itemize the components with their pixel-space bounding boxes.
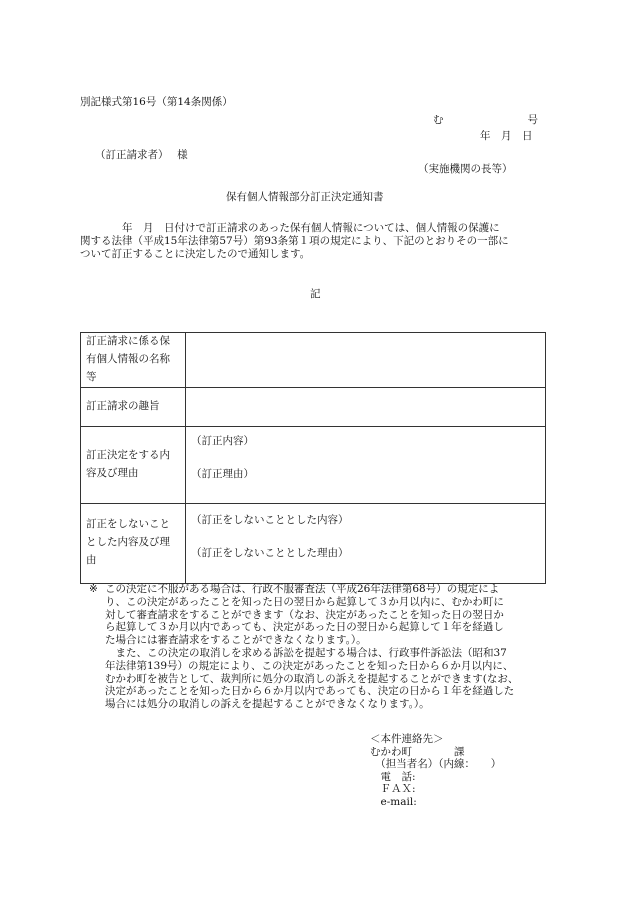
note-mark: ※ [89,583,98,595]
body-line: 年 月 日付けで訂正請求のあった保有個人情報については、個人情報の保護に [80,222,500,234]
row-label [81,426,186,503]
row-label-text: 訂正請求に係る保有個人情報の名称等 [86,335,170,383]
note-line: 年法律第139号）の規定により、この決定があったことを知った日から６か月以内に、 [105,659,514,672]
appeal-note [85,583,555,647]
note-line: ら起算して３か月以内であっても、決定があった日の翌日から起算して１年を経過し [105,621,504,634]
decision-table [80,332,546,584]
note-line: た場合には審査請求をすることができなくなります。）。 [105,634,367,647]
contact-department: むかわ町 課 [370,745,465,758]
lawsuit-note [85,647,555,711]
row-label [81,333,186,388]
note-line: この決定に不服がある場合は、行政不服審査法（平成26年法律第68号）の規定によ [105,583,500,595]
row-label [81,503,186,583]
correction-content-label: （訂正内容） [191,434,254,447]
contact-fax: ＦＡＸ: [370,783,416,796]
appeal-notes [85,583,555,711]
contact-block [370,733,501,809]
contact-person: （担当者名）（内線： ） [370,758,502,771]
recipient: （訂正請求者） 様 [95,149,188,161]
row-value [186,387,546,426]
row-label-text: 訂正決定をする内容及び理由 [86,448,170,479]
note-line: 場合には処分の取消しの訴えを提起することができなくなります。）。 [105,698,430,711]
note-line: むかわ町を被告として、裁判所に処分の取消しの訴えを提起することができます(なお、 [105,672,519,685]
note-line: 決定があったことを知った日から６か月以内であっても、決定の日から１年を経過した [105,685,515,698]
contact-phone: 電 話: [370,770,416,783]
row-value [186,426,546,503]
table-row [81,333,546,388]
ki-heading: 記 [310,288,321,300]
table-row [81,387,546,426]
note-line: また、この決定の取消しを求める訴訟を提起する場合は、行政事件訴訟法（昭和37 [105,646,507,659]
row-label [81,387,186,426]
correction-reason-label: （訂正理由） [191,467,254,480]
row-value [186,333,546,388]
note-line: 対して審査請求をすることができます（なお、決定があったことを知った日の翌日か [105,608,504,621]
row-value [186,503,546,583]
note-line: り、この決定があったことを知った日の翌日から起算して３か月以内に、むかわ町に [105,595,504,608]
body-paragraph [80,222,550,261]
body-line: ついて訂正することに決定したので通知します。 [80,248,311,261]
document-number: む 号 [433,114,538,126]
no-correction-content-label: （訂正をしないこととした内容） [191,513,349,526]
row-label-text: 訂正請求の趣旨 [86,399,160,412]
table-row [81,503,546,583]
document-title: 保有個人情報部分訂正決定通知書 [226,191,384,203]
body-line: 関する法律（平成15年法律第57号）第93条第１項の規定により、下記のとおりその一部に [80,235,509,248]
contact-email: e-mail: [370,795,417,808]
no-correction-reason-label: （訂正をしないこととした理由） [191,546,349,559]
issue-date: 年 月 日 [480,130,533,142]
contact-header: ＜本件連絡先＞ [370,733,444,745]
table-row [81,426,546,503]
form-number: 別記様式第16号（第14条関係） [80,96,233,108]
row-label-text: 訂正をしないこととした内容及び理由 [86,518,170,566]
sender: （実施機関の長等） [418,163,513,175]
